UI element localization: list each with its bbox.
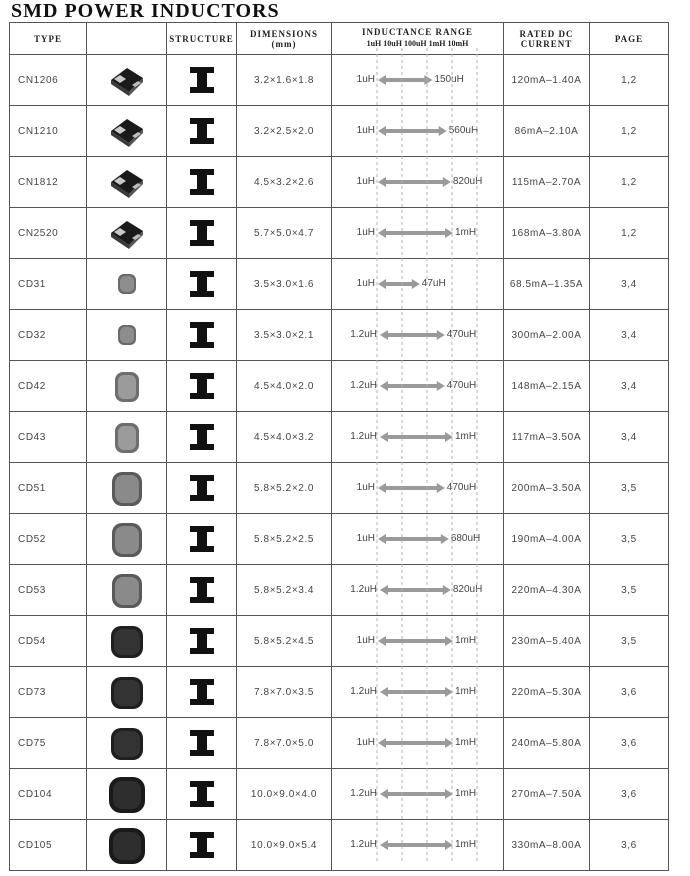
range-max-label: 820uH xyxy=(452,584,483,595)
range-bar xyxy=(332,514,503,564)
cell-image xyxy=(87,820,167,871)
cell-inductance-range xyxy=(332,616,504,667)
range-bar xyxy=(332,361,503,411)
cell-type: CD53 xyxy=(10,565,87,616)
cell-type: CN1812 xyxy=(10,157,87,208)
cell-rated-current: 220mA–4.30A xyxy=(504,565,590,616)
cell-image xyxy=(87,106,167,157)
cell-type: CN1210 xyxy=(10,106,87,157)
cell-dimensions: 10.0×9.0×4.0 xyxy=(237,769,332,820)
range-tick-label: 10uH xyxy=(383,38,402,48)
inductor-photo-icon xyxy=(105,366,149,406)
inductor-photo-icon xyxy=(105,111,149,151)
table-row xyxy=(10,106,669,157)
cell-rated-current: 68.5mA–1.35A xyxy=(504,259,590,310)
cell-page: 1,2 xyxy=(590,55,669,106)
cell-image xyxy=(87,667,167,718)
range-min-label: 1uH xyxy=(356,278,375,289)
range-min-label: 1.2uH xyxy=(350,788,377,799)
cell-page: 3,6 xyxy=(590,718,669,769)
cell-image xyxy=(87,769,167,820)
cell-inductance-range xyxy=(332,565,504,616)
cell-dimensions: 5.8×5.2×3.4 xyxy=(237,565,332,616)
table-row xyxy=(10,514,669,565)
inductor-photo-icon xyxy=(105,213,149,253)
cell-image xyxy=(87,55,167,106)
inductor-photo-icon xyxy=(105,60,149,100)
cell-structure xyxy=(167,667,237,718)
cell-inductance-range xyxy=(332,463,504,514)
cell-page: 1,2 xyxy=(590,106,669,157)
cell-rated-current: 220mA–5.30A xyxy=(504,667,590,718)
table-row xyxy=(10,820,669,871)
cell-page: 3,5 xyxy=(590,514,669,565)
header-rated-current xyxy=(504,23,590,55)
cell-dimensions: 3.5×3.0×1.6 xyxy=(237,259,332,310)
header-dimensions-label: DIMENSIONS xyxy=(249,28,318,39)
header-page: PAGE xyxy=(590,23,669,55)
cell-page: 1,2 xyxy=(590,157,669,208)
range-min-label: 1uH xyxy=(356,737,375,748)
cell-inductance-range xyxy=(332,157,504,208)
cell-type: CN2520 xyxy=(10,208,87,259)
header-image xyxy=(87,23,167,55)
inductor-photo-icon xyxy=(105,315,149,355)
cell-inductance-range xyxy=(332,310,504,361)
range-max-label: 470uH xyxy=(446,380,477,391)
page-title: SMD POWER INDUCTORS xyxy=(11,0,280,22)
table-row xyxy=(10,310,669,361)
range-bar xyxy=(332,259,503,309)
structure-icon xyxy=(190,679,214,705)
range-max-label: 150uH xyxy=(434,74,464,85)
cell-rated-current: 200mA–3.50A xyxy=(504,463,590,514)
table-row xyxy=(10,616,669,667)
cell-page: 3,4 xyxy=(590,259,669,310)
range-max-label: 47uH xyxy=(421,278,446,289)
cell-structure xyxy=(167,310,237,361)
cell-rated-current: 168mA–3.80A xyxy=(504,208,590,259)
cell-type: CD31 xyxy=(10,259,87,310)
cell-dimensions: 5.8×5.2×2.0 xyxy=(237,463,332,514)
cell-structure xyxy=(167,55,237,106)
inductor-photo-icon xyxy=(105,519,149,559)
header-current-label: CURRENT xyxy=(520,38,573,49)
range-bar xyxy=(332,310,503,360)
table-row xyxy=(10,208,669,259)
structure-icon xyxy=(190,577,214,603)
range-max-label: 1mH xyxy=(455,227,477,238)
range-tick-label: 100uH xyxy=(403,38,427,48)
range-max-label: 680uH xyxy=(450,533,481,544)
cell-type: CD105 xyxy=(10,820,87,871)
cell-image xyxy=(87,361,167,412)
table-row xyxy=(10,463,669,514)
range-min-label: 1uH xyxy=(356,125,375,136)
range-bar xyxy=(332,616,503,666)
range-bar xyxy=(332,412,503,462)
range-tick-label: 1mH xyxy=(428,38,446,48)
cell-dimensions: 4.5×3.2×2.6 xyxy=(237,157,332,208)
cell-page: 3,6 xyxy=(590,769,669,820)
header-structure: STRUCTURE xyxy=(167,23,237,55)
structure-icon xyxy=(190,118,214,144)
table-row xyxy=(10,565,669,616)
cell-rated-current: 86mA–2.10A xyxy=(504,106,590,157)
inductor-photo-icon xyxy=(105,621,149,661)
cell-rated-current: 120mA–1.40A xyxy=(504,55,590,106)
header-row xyxy=(10,23,669,55)
range-bar xyxy=(332,565,503,615)
cell-type: CD43 xyxy=(10,412,87,463)
cell-type: CD73 xyxy=(10,667,87,718)
range-max-label: 820uH xyxy=(452,176,483,187)
cell-structure xyxy=(167,514,237,565)
cell-dimensions: 4.5×4.0×3.2 xyxy=(237,412,332,463)
range-max-label: 1mH xyxy=(455,431,477,442)
cell-dimensions: 7.8×7.0×5.0 xyxy=(237,718,332,769)
header-type: TYPE xyxy=(10,23,87,55)
range-max-label: 560uH xyxy=(448,125,479,136)
range-bar xyxy=(332,208,503,258)
cell-page: 3,4 xyxy=(590,310,669,361)
cell-inductance-range xyxy=(332,667,504,718)
cell-structure xyxy=(167,259,237,310)
inductor-photo-icon xyxy=(105,723,149,763)
range-bar xyxy=(332,769,503,819)
cell-dimensions: 3.2×1.6×1.8 xyxy=(237,55,332,106)
cell-page: 3,4 xyxy=(590,361,669,412)
inductor-photo-icon xyxy=(105,774,149,814)
header-inductance-range xyxy=(332,23,504,55)
cell-page: 3,4 xyxy=(590,412,669,463)
cell-type: CN1206 xyxy=(10,55,87,106)
cell-structure xyxy=(167,616,237,667)
inductor-photo-icon xyxy=(105,825,149,865)
cell-rated-current: 148mA–2.15A xyxy=(504,361,590,412)
inductor-table xyxy=(9,22,669,871)
inductor-photo-icon xyxy=(105,672,149,712)
cell-type: CD42 xyxy=(10,361,87,412)
header-range-label: INDUCTANCE RANGE xyxy=(361,26,474,37)
cell-inductance-range xyxy=(332,208,504,259)
range-max-label: 1mH xyxy=(455,635,477,646)
range-bar xyxy=(332,157,503,207)
table-row xyxy=(10,55,669,106)
range-min-label: 1.2uH xyxy=(350,329,377,340)
range-min-label: 1.2uH xyxy=(350,584,377,595)
cell-inductance-range xyxy=(332,514,504,565)
cell-dimensions: 5.8×5.2×2.5 xyxy=(237,514,332,565)
cell-dimensions: 3.2×2.5×2.0 xyxy=(237,106,332,157)
cell-image xyxy=(87,208,167,259)
cell-image xyxy=(87,412,167,463)
structure-icon xyxy=(190,424,214,450)
inductor-photo-icon xyxy=(105,417,149,457)
header-dimensions xyxy=(237,23,332,55)
range-max-label: 1mH xyxy=(455,737,477,748)
cell-rated-current: 190mA–4.00A xyxy=(504,514,590,565)
inductor-photo-icon xyxy=(105,570,149,610)
cell-inductance-range xyxy=(332,361,504,412)
structure-icon xyxy=(190,271,214,297)
range-bar xyxy=(332,106,503,156)
range-tick-label: 10mH xyxy=(447,38,469,48)
cell-dimensions: 4.5×4.0×2.0 xyxy=(237,361,332,412)
cell-structure xyxy=(167,820,237,871)
range-bar xyxy=(332,463,503,513)
structure-icon xyxy=(190,781,214,807)
cell-inductance-range xyxy=(332,259,504,310)
cell-page: 1,2 xyxy=(590,208,669,259)
cell-type: CD75 xyxy=(10,718,87,769)
cell-inductance-range xyxy=(332,769,504,820)
header-rated-label: RATED DC xyxy=(519,28,574,39)
structure-icon xyxy=(190,373,214,399)
structure-icon xyxy=(190,526,214,552)
range-bar xyxy=(332,667,503,717)
cell-dimensions: 7.8×7.0×3.5 xyxy=(237,667,332,718)
range-min-label: 1uH xyxy=(356,482,375,493)
cell-structure xyxy=(167,718,237,769)
range-max-label: 1mH xyxy=(455,788,477,799)
structure-icon xyxy=(190,169,214,195)
cell-structure xyxy=(167,412,237,463)
cell-rated-current: 300mA–2.00A xyxy=(504,310,590,361)
table-row xyxy=(10,259,669,310)
range-min-label: 1.2uH xyxy=(350,839,377,850)
range-tick-labels xyxy=(332,39,503,49)
cell-structure xyxy=(167,769,237,820)
table-row xyxy=(10,361,669,412)
structure-icon xyxy=(190,730,214,756)
cell-image xyxy=(87,157,167,208)
cell-image xyxy=(87,616,167,667)
cell-image xyxy=(87,565,167,616)
table-row xyxy=(10,769,669,820)
cell-image xyxy=(87,718,167,769)
range-min-label: 1uH xyxy=(356,533,375,544)
cell-page: 3,5 xyxy=(590,616,669,667)
cell-type: CD52 xyxy=(10,514,87,565)
cell-type: CD104 xyxy=(10,769,87,820)
cell-image xyxy=(87,259,167,310)
cell-rated-current: 240mA–5.80A xyxy=(504,718,590,769)
structure-icon xyxy=(190,322,214,348)
inductor-photo-icon xyxy=(105,162,149,202)
inductor-photo-icon xyxy=(105,468,149,508)
structure-icon xyxy=(190,628,214,654)
cell-inductance-range xyxy=(332,106,504,157)
structure-icon xyxy=(190,220,214,246)
cell-rated-current: 117mA–3.50A xyxy=(504,412,590,463)
range-min-label: 1.2uH xyxy=(350,380,377,391)
cell-type: CD32 xyxy=(10,310,87,361)
range-min-label: 1.2uH xyxy=(350,431,377,442)
cell-structure xyxy=(167,208,237,259)
cell-page: 3,5 xyxy=(590,565,669,616)
table-row xyxy=(10,718,669,769)
range-bar xyxy=(332,718,503,768)
range-bar xyxy=(332,55,503,105)
cell-structure xyxy=(167,361,237,412)
range-min-label: 1uH xyxy=(356,635,375,646)
cell-inductance-range xyxy=(332,412,504,463)
cell-dimensions: 5.7×5.0×4.7 xyxy=(237,208,332,259)
range-min-label: 1uH xyxy=(356,227,375,238)
cell-structure xyxy=(167,157,237,208)
cell-structure xyxy=(167,463,237,514)
range-min-label: 1uH xyxy=(356,74,375,85)
cell-dimensions: 3.5×3.0×2.1 xyxy=(237,310,332,361)
cell-structure xyxy=(167,106,237,157)
range-max-label: 1mH xyxy=(455,686,477,697)
cell-image xyxy=(87,514,167,565)
cell-page: 3,6 xyxy=(590,667,669,718)
cell-dimensions: 10.0×9.0×5.4 xyxy=(237,820,332,871)
cell-rated-current: 115mA–2.70A xyxy=(504,157,590,208)
cell-page: 3,5 xyxy=(590,463,669,514)
table-row xyxy=(10,412,669,463)
header-dimensions-unit: (mm) xyxy=(271,38,297,49)
structure-icon xyxy=(190,67,214,93)
cell-type: CD51 xyxy=(10,463,87,514)
cell-rated-current: 270mA–7.50A xyxy=(504,769,590,820)
cell-image xyxy=(87,463,167,514)
table-row xyxy=(10,667,669,718)
table-row xyxy=(10,157,669,208)
cell-inductance-range xyxy=(332,820,504,871)
cell-rated-current: 330mA–8.00A xyxy=(504,820,590,871)
cell-inductance-range xyxy=(332,55,504,106)
cell-image xyxy=(87,310,167,361)
structure-icon xyxy=(190,475,214,501)
range-bar xyxy=(332,820,503,870)
cell-structure xyxy=(167,565,237,616)
range-max-label: 1mH xyxy=(455,839,477,850)
range-max-label: 470uH xyxy=(446,482,477,493)
inductor-photo-icon xyxy=(105,264,149,304)
range-min-label: 1uH xyxy=(356,176,375,187)
cell-dimensions: 5.8×5.2×4.5 xyxy=(237,616,332,667)
cell-type: CD54 xyxy=(10,616,87,667)
range-tick-label: 1uH xyxy=(366,38,382,48)
cell-rated-current: 230mA–5.40A xyxy=(504,616,590,667)
range-min-label: 1.2uH xyxy=(350,686,377,697)
structure-icon xyxy=(190,832,214,858)
range-max-label: 470uH xyxy=(446,329,477,340)
cell-inductance-range xyxy=(332,718,504,769)
cell-page: 3,6 xyxy=(590,820,669,871)
